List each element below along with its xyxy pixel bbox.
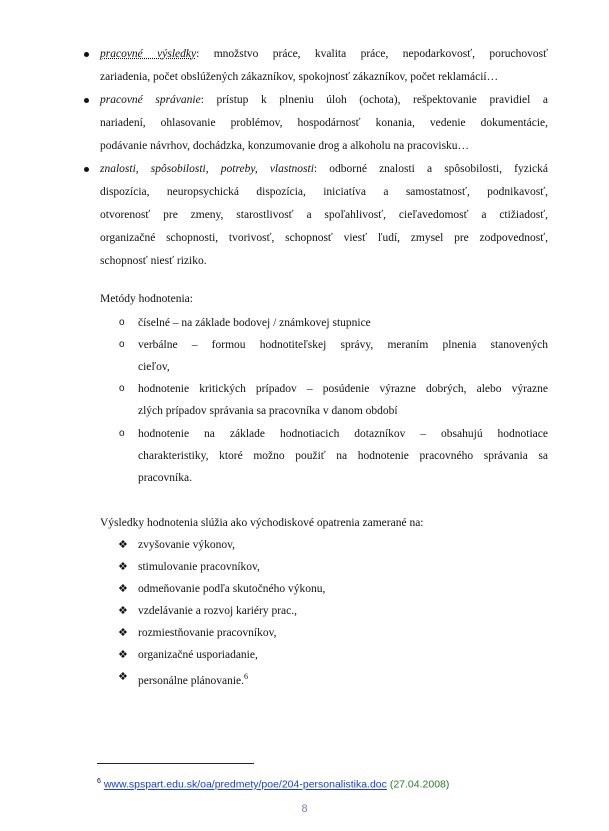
diamond-bullet-icon: ❖ bbox=[118, 560, 128, 573]
criteria-item-line: pracovné výsledky: množstvo práce, kvalita práce, nepodarkovosť, poruchovosť bbox=[100, 48, 548, 60]
result-item: odmeňovanie podľa skutočného výkonu, bbox=[138, 583, 326, 595]
criteria-item-line: pracovné správanie: prístup k plneniu úloh (ochota), rešpektovanie pravidiel a bbox=[100, 94, 548, 106]
criteria-item-line: organizačné schopnosti, tvorivosť, schopnosť viesť ľudí, zmysel pre zodpovednosť, bbox=[100, 232, 548, 244]
footnote bbox=[97, 775, 449, 792]
methods-heading: Metódy hodnotenia: bbox=[100, 293, 193, 305]
method-line: hodnotenie na základe hodnotiacich dotazníkov – obsahujú hodnotiace bbox=[138, 428, 548, 440]
footnote-date: (27.04.2008) bbox=[389, 778, 450, 791]
method-line: cieľov, bbox=[138, 361, 170, 373]
criteria-label: pracovné správanie bbox=[100, 94, 201, 106]
footnote-number: 6 bbox=[97, 778, 101, 785]
result-item-text: personálne plánovanie. bbox=[138, 674, 245, 687]
page-number: 8 bbox=[301, 803, 308, 815]
criteria-label: znalosti, spôsobilosti, potreby, vlastnosti bbox=[100, 163, 314, 175]
diamond-bullet-icon: ❖ bbox=[118, 670, 128, 683]
diamond-bullet-icon: ❖ bbox=[118, 648, 128, 661]
method-line: charakteristiky, ktoré možno použiť na hodnotenie pracovného správania sa bbox=[138, 450, 548, 462]
footnote-separator bbox=[97, 763, 254, 764]
criteria-item-line: otvorenosť pre zmeny, starostlivosť a spoľahlivosť, cieľavedomosť a ctižiadosť, bbox=[100, 209, 548, 221]
result-item: rozmiestňovanie pracovníkov, bbox=[138, 627, 277, 639]
result-item: organizačné usporiadanie, bbox=[138, 649, 258, 661]
footnote-ref[interactable]: 6 bbox=[244, 672, 249, 681]
criteria-item-line: zariadenia, počet obslúžených zákazníkov, spokojnosť zákazníkov, počet reklamácií… bbox=[100, 71, 499, 83]
criteria-item-line: podávanie návrhov, dochádzka, konzumovanie drog a alkoholu na pracovisku… bbox=[100, 140, 470, 152]
result-item: vzdelávanie a rozvoj kariéry prac., bbox=[138, 605, 297, 617]
diamond-bullet-icon: ❖ bbox=[118, 582, 128, 595]
diamond-bullet-icon: ❖ bbox=[118, 604, 128, 617]
diamond-bullet-icon: ❖ bbox=[118, 538, 128, 551]
criteria-item-line: znalosti, spôsobilosti, potreby, vlastnosti: odborné znalosti a spôsobilosti, fyzická bbox=[100, 163, 548, 175]
circle-bullet-icon: o bbox=[119, 339, 125, 350]
result-item bbox=[138, 670, 248, 688]
diamond-bullet-icon: ❖ bbox=[118, 626, 128, 639]
footnote-link[interactable]: www.spspart.edu.sk/oa/predmety/poe/204-personalistika.doc bbox=[103, 778, 387, 791]
criteria-item-line: nariadení, ohlasovanie problémov, hospodárnosť konania, vedenie dokumentácie, bbox=[100, 117, 548, 129]
method-line: zlých prípadov správania sa pracovníka v danom období bbox=[138, 405, 398, 417]
result-item: stimulovanie pracovníkov, bbox=[138, 561, 260, 573]
bullet-icon bbox=[84, 98, 89, 103]
method-line: hodnotenie kritických prípadov – posúdenie výrazne dobrých, alebo výrazne bbox=[138, 383, 548, 395]
bullet-icon bbox=[84, 52, 89, 57]
criteria-text: prístup k plneniu úloh (ochota), rešpektovanie pravidiel a bbox=[216, 94, 548, 106]
criteria-label: pracovné výsledky bbox=[100, 48, 197, 60]
circle-bullet-icon: o bbox=[119, 317, 125, 328]
criteria-text: odborné znalosti a spôsobilosti, fyzická bbox=[329, 163, 548, 175]
criteria-item-line: dispozícia, neuropsychická dispozícia, iniciatíva a samostatnosť, podnikavosť, bbox=[100, 186, 548, 198]
results-heading: Výsledky hodnotenia slúžia ako východiskové opatrenia zamerané na: bbox=[100, 517, 424, 529]
criteria-item-line: schopnosť niesť riziko. bbox=[100, 255, 207, 267]
criteria-text: množstvo práce, kvalita práce, nepodarkovosť, poruchovosť bbox=[213, 48, 548, 60]
method-line: verbálne – formou hodnotiteľskej správy, meraním plnenia stanovených bbox=[138, 339, 548, 351]
method-line: číselné – na základe bodovej / známkovej stupnice bbox=[138, 317, 371, 329]
circle-bullet-icon: o bbox=[119, 428, 125, 439]
method-line: pracovníka. bbox=[138, 472, 192, 484]
result-item: zvyšovanie výkonov, bbox=[138, 539, 235, 551]
bullet-icon bbox=[84, 167, 89, 172]
circle-bullet-icon: o bbox=[119, 383, 125, 394]
